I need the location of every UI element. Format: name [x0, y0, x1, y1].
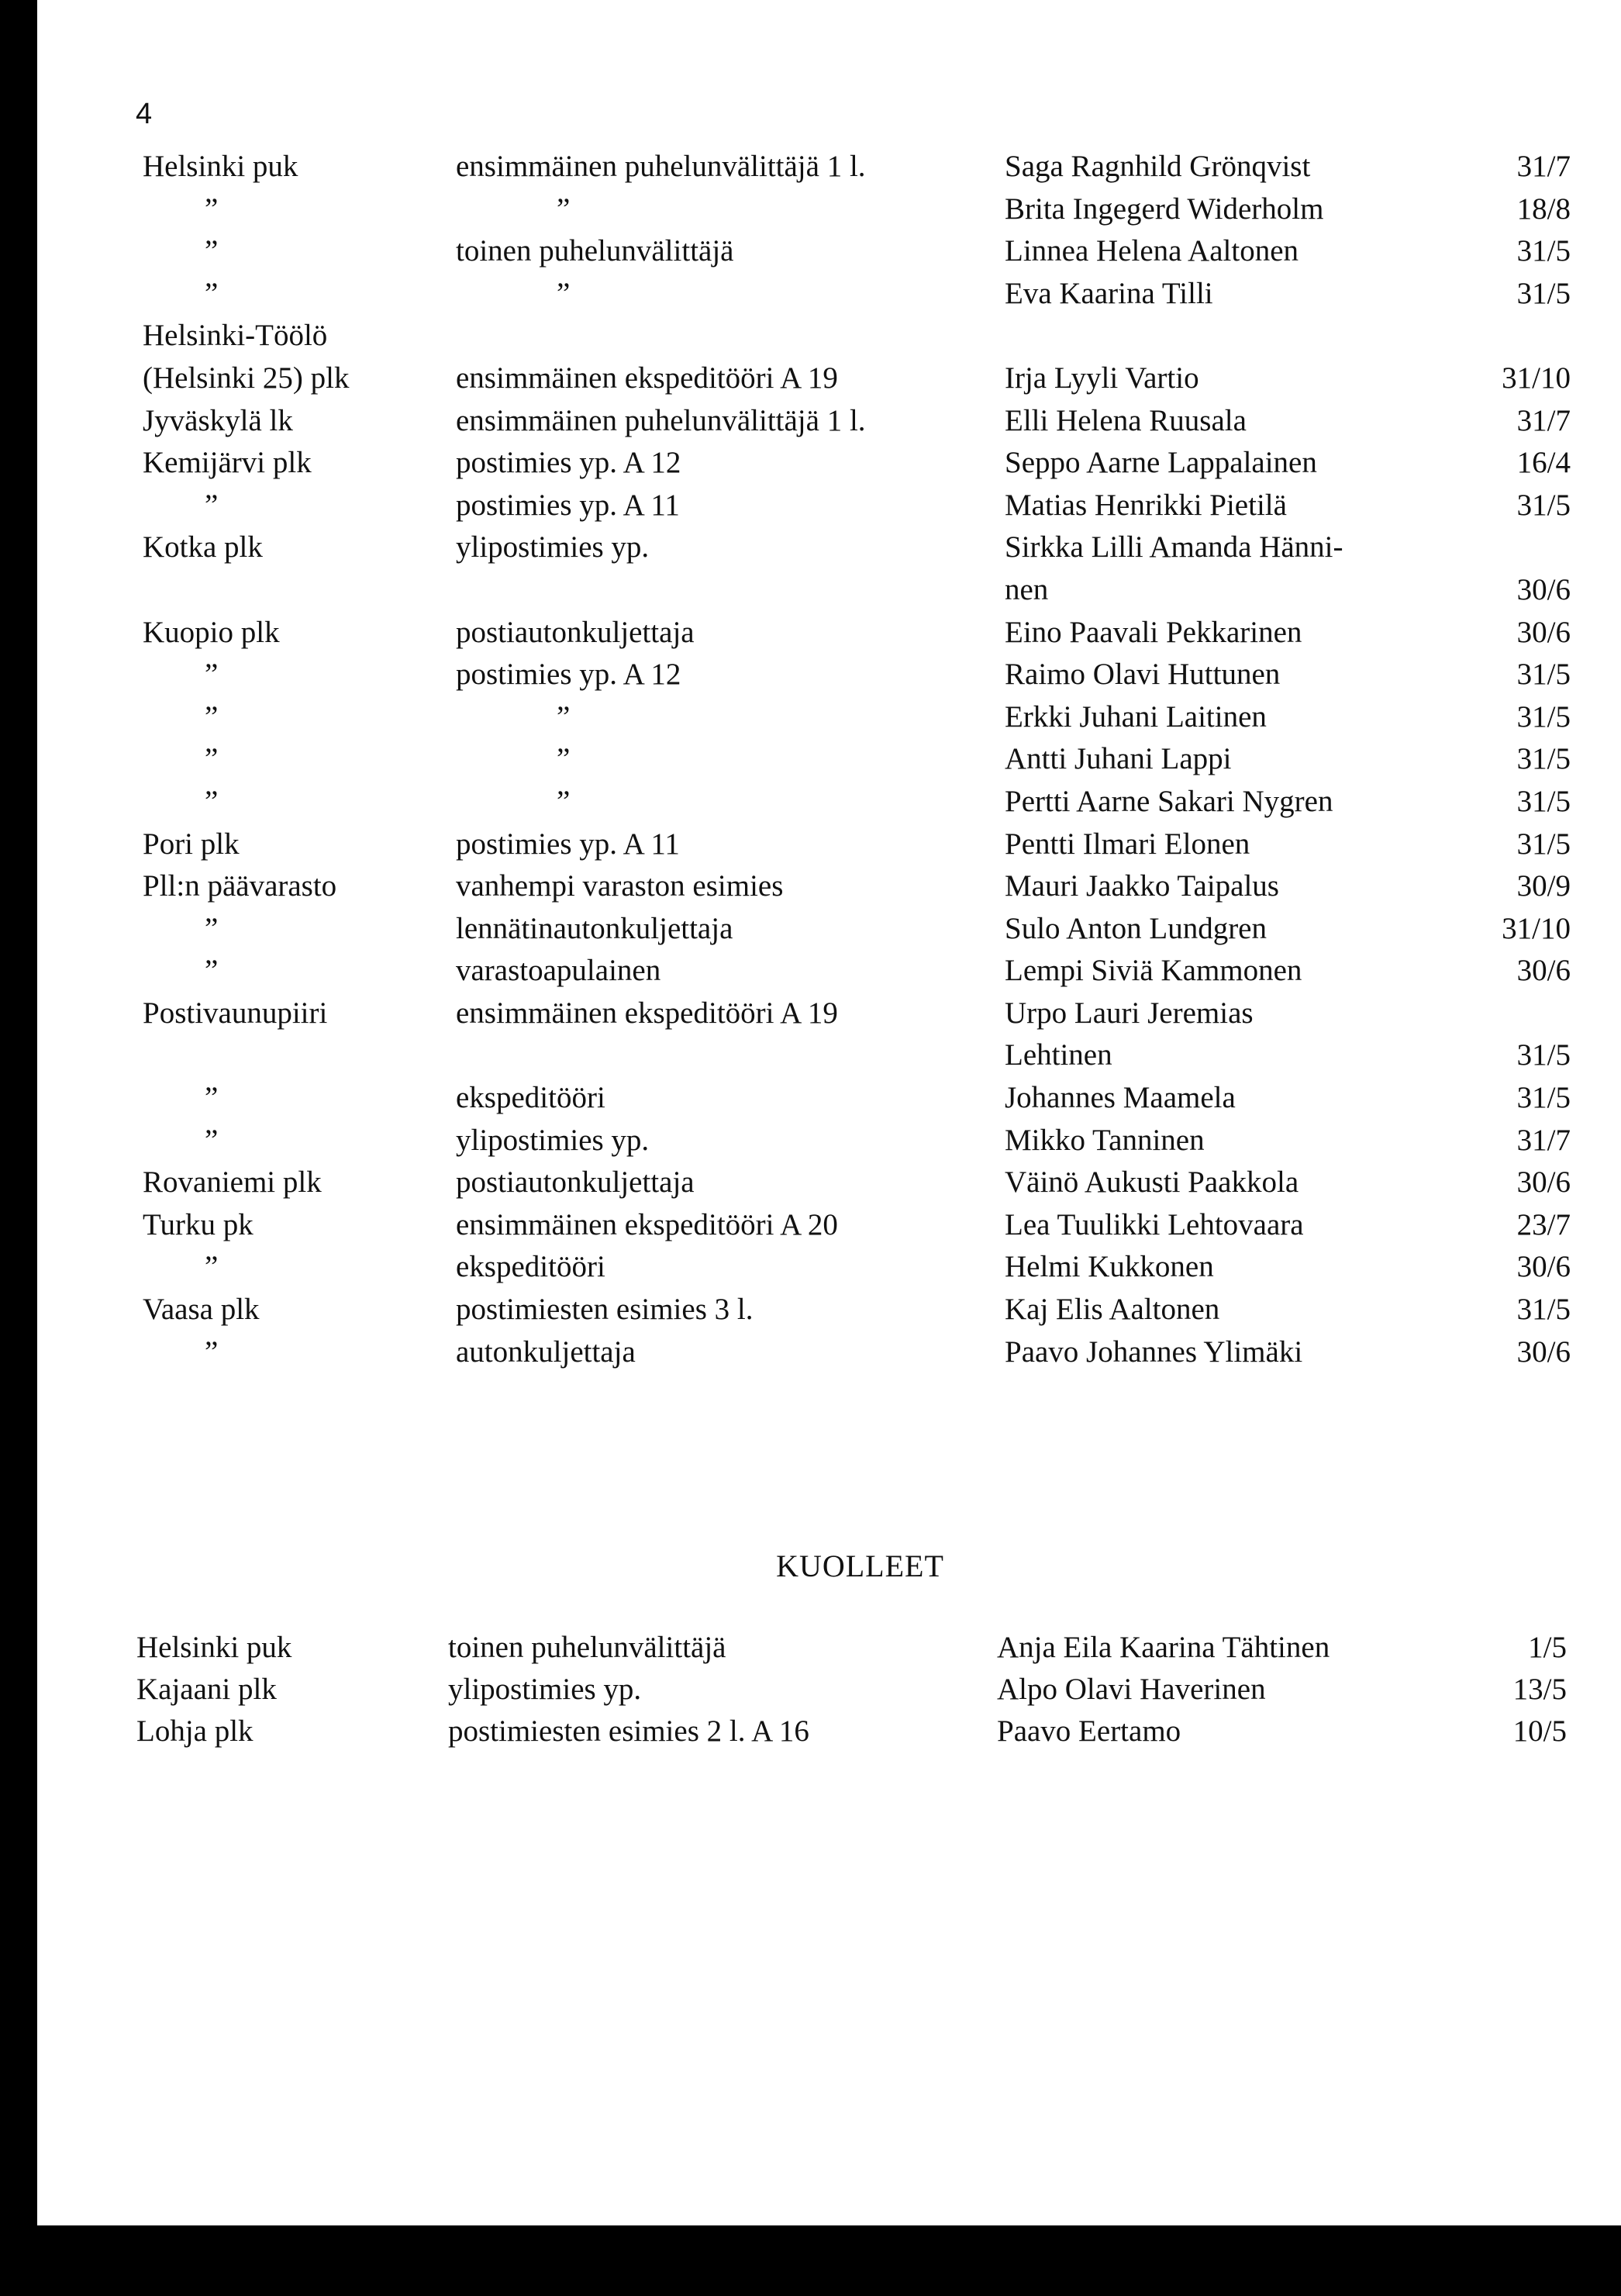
title-cell: ekspeditööri: [456, 1081, 605, 1115]
name-cell: Lehtinen: [1005, 1038, 1112, 1072]
office-cell: Turku pk: [143, 1207, 253, 1241]
table-row: [37, 1077, 1621, 1120]
table-row: [37, 569, 1621, 612]
name-cell: Matias Henrikki Pietilä: [1005, 488, 1287, 522]
title-cell: ensimmäinen puhelunvälittäjä 1 l.: [456, 150, 866, 183]
title-cell: ensimmäinen ekspeditööri A 19: [456, 996, 838, 1030]
table-row: [37, 612, 1621, 654]
date-cell: 31/5: [1516, 699, 1571, 734]
table-row: [37, 781, 1621, 823]
date-cell: 31/10: [1502, 911, 1571, 945]
office-cell: ”: [205, 1250, 219, 1284]
office-cell: ”: [205, 784, 219, 818]
title-cell: toinen puhelunvälittäjä: [456, 234, 734, 268]
name-cell: Alpo Olavi Haverinen: [997, 1673, 1266, 1706]
date-cell: 31/7: [1516, 403, 1571, 437]
office-cell: ”: [205, 699, 219, 734]
name-cell: Elli Helena Ruusala: [1005, 403, 1247, 437]
table-row: [37, 442, 1621, 485]
name-cell: Irja Lyyli Vartio: [1005, 361, 1199, 395]
date-cell: 31/5: [1516, 488, 1571, 522]
office-cell: Helsinki puk: [143, 150, 298, 183]
table-row: [37, 950, 1621, 993]
table-row: [37, 400, 1621, 443]
table-row: [37, 527, 1621, 569]
office-cell: Kajaani plk: [136, 1673, 277, 1706]
title-cell: postimiesten esimies 3 l.: [456, 1293, 754, 1327]
title-cell: postimies yp. A 12: [456, 658, 681, 692]
table-row: [37, 1034, 1621, 1077]
date-cell: 1/5: [1528, 1631, 1567, 1664]
name-cell: Pertti Aarne Sakari Nygren: [1005, 784, 1333, 818]
date-cell: 31/10: [1502, 361, 1571, 395]
title-cell: postiautonkuljettaja: [456, 615, 695, 649]
date-cell: 30/6: [1516, 1250, 1571, 1284]
date-cell: 13/5: [1512, 1673, 1567, 1706]
office-cell: ”: [205, 742, 219, 776]
name-cell: Antti Juhani Lappi: [1005, 742, 1232, 776]
name-cell: Linnea Helena Aaltonen: [1005, 234, 1299, 268]
date-cell: 31/5: [1516, 1038, 1571, 1072]
date-cell: 16/4: [1516, 446, 1571, 480]
date-cell: 30/6: [1516, 954, 1571, 988]
office-cell: ”: [205, 1123, 219, 1157]
table-row: [37, 485, 1621, 527]
title-cell: ylipostimies yp.: [448, 1673, 642, 1706]
name-cell: Lea Tuulikki Lehtovaara: [1005, 1207, 1304, 1241]
table-row: [37, 696, 1621, 739]
date-cell: 31/7: [1516, 150, 1571, 183]
document-page: [37, 0, 1621, 2225]
name-cell: Anja Eila Kaarina Tähtinen: [997, 1631, 1330, 1664]
name-cell: Urpo Lauri Jeremias: [1005, 996, 1254, 1030]
name-cell: Eva Kaarina Tilli: [1005, 276, 1213, 310]
name-cell: Eino Paavali Pekkarinen: [1005, 615, 1302, 649]
title-cell: ylipostimies yp.: [456, 1123, 650, 1157]
date-cell: 31/5: [1516, 234, 1571, 268]
title-cell: postimies yp. A 11: [456, 488, 680, 522]
office-cell: Vaasa plk: [143, 1293, 260, 1327]
name-cell: Brita Ingegerd Widerholm: [1005, 192, 1324, 226]
table-row: [37, 1669, 1621, 1711]
name-cell: Paavo Eertamo: [997, 1714, 1181, 1748]
name-cell: Erkki Juhani Laitinen: [1005, 699, 1267, 734]
table-row: [37, 738, 1621, 781]
name-cell: Saga Ragnhild Grönqvist: [1005, 150, 1311, 183]
date-cell: 31/5: [1516, 784, 1571, 818]
office-cell: Pll:n päävarasto: [143, 869, 337, 903]
title-cell: postimies yp. A 12: [456, 446, 681, 480]
name-cell: Sirkka Lilli Amanda Hänni-: [1005, 530, 1343, 565]
date-cell: 30/6: [1516, 1165, 1571, 1200]
table-row: [37, 146, 1621, 188]
table-row: [37, 1162, 1621, 1204]
table-row: [37, 1627, 1621, 1669]
office-cell: Kuopio plk: [143, 615, 280, 649]
table-row: [37, 1246, 1621, 1289]
office-cell: ”: [205, 276, 219, 310]
retirements-table: [37, 146, 1621, 1373]
date-cell: 30/9: [1516, 869, 1571, 903]
table-row: [37, 1711, 1621, 1752]
table-row: [37, 1204, 1621, 1247]
table-row: [37, 357, 1621, 400]
office-cell: Kemijärvi plk: [143, 446, 312, 480]
office-cell: Jyväskylä lk: [143, 403, 293, 437]
name-cell: Paavo Johannes Ylimäki: [1005, 1334, 1303, 1369]
date-cell: 30/6: [1516, 572, 1571, 606]
table-row: [37, 823, 1621, 866]
deaths-heading: KUOLLEET: [776, 1549, 944, 1583]
table-row: [37, 865, 1621, 908]
table-row: [37, 908, 1621, 951]
title-cell: postiautonkuljettaja: [456, 1165, 695, 1200]
name-cell: Helmi Kukkonen: [1005, 1250, 1214, 1284]
table-row: [37, 1120, 1621, 1162]
office-cell: ”: [205, 192, 219, 226]
date-cell: 31/5: [1516, 742, 1571, 776]
table-row: [37, 188, 1621, 231]
name-cell: Kaj Elis Aaltonen: [1005, 1293, 1220, 1327]
title-cell: ylipostimies yp.: [456, 530, 650, 565]
office-cell: ”: [205, 1334, 219, 1369]
office-cell: ”: [205, 658, 219, 692]
office-cell: Postivaunupiiri: [143, 996, 328, 1030]
title-cell: ensimmäinen ekspeditööri A 19: [456, 361, 838, 395]
date-cell: 23/7: [1516, 1207, 1571, 1241]
office-cell: ”: [205, 911, 219, 945]
table-row: [37, 273, 1621, 316]
title-cell: lennätinautonkuljettaja: [456, 911, 733, 945]
table-row: [37, 1331, 1621, 1374]
date-cell: 31/5: [1516, 1293, 1571, 1327]
table-row: [37, 315, 1621, 357]
office-cell: ”: [205, 954, 219, 988]
office-cell: Lohja plk: [136, 1714, 253, 1748]
title-cell: ”: [557, 192, 571, 226]
title-cell: toinen puhelunvälittäjä: [448, 1631, 726, 1664]
title-cell: ”: [557, 699, 571, 734]
deaths-table: [37, 1627, 1621, 1752]
title-cell: ensimmäinen ekspeditööri A 20: [456, 1207, 838, 1241]
table-row: [37, 993, 1621, 1035]
title-cell: postimiesten esimies 2 l. A 16: [448, 1714, 809, 1748]
office-cell: ”: [205, 234, 219, 268]
title-cell: vanhempi varaston esimies: [456, 869, 784, 903]
office-cell: ”: [205, 488, 219, 522]
date-cell: 30/6: [1516, 615, 1571, 649]
date-cell: 30/6: [1516, 1334, 1571, 1369]
name-cell: Väinö Aukusti Paakkola: [1005, 1165, 1299, 1200]
name-cell: Johannes Maamela: [1005, 1081, 1236, 1115]
office-cell: Rovaniemi plk: [143, 1165, 322, 1200]
date-cell: 10/5: [1512, 1714, 1567, 1748]
office-cell: ”: [205, 1081, 219, 1115]
title-cell: ”: [557, 784, 571, 818]
date-cell: 31/5: [1516, 658, 1571, 692]
name-cell: Lempi Siviä Kammonen: [1005, 954, 1302, 988]
office-cell: Pori plk: [143, 827, 240, 861]
office-cell: (Helsinki 25) plk: [143, 361, 350, 395]
page-number: 4: [136, 98, 153, 130]
name-cell: Mauri Jaakko Taipalus: [1005, 869, 1279, 903]
table-row: [37, 654, 1621, 696]
date-cell: 31/7: [1516, 1123, 1571, 1157]
scan-margin: [0, 0, 37, 2296]
date-cell: 31/5: [1516, 276, 1571, 310]
title-cell: autonkuljettaja: [456, 1334, 636, 1369]
table-row: [37, 230, 1621, 273]
office-cell: Helsinki puk: [136, 1631, 292, 1664]
date-cell: 31/5: [1516, 827, 1571, 861]
name-cell: Sulo Anton Lundgren: [1005, 911, 1267, 945]
name-cell: Raimo Olavi Huttunen: [1005, 658, 1281, 692]
title-cell: ”: [557, 742, 571, 776]
name-cell: Pentti Ilmari Elonen: [1005, 827, 1250, 861]
date-cell: 18/8: [1516, 192, 1571, 226]
table-row: [37, 1289, 1621, 1331]
title-cell: ekspeditööri: [456, 1250, 605, 1284]
title-cell: postimies yp. A 11: [456, 827, 680, 861]
title-cell: ”: [557, 276, 571, 310]
name-cell: Seppo Aarne Lappalainen: [1005, 446, 1317, 480]
name-cell: nen: [1005, 572, 1049, 606]
date-cell: 31/5: [1516, 1081, 1571, 1115]
office-cell: Kotka plk: [143, 530, 263, 565]
title-cell: ensimmäinen puhelunvälittäjä 1 l.: [456, 403, 866, 437]
name-cell: Mikko Tanninen: [1005, 1123, 1205, 1157]
office-cell: Helsinki-Töölö: [143, 319, 328, 353]
title-cell: varastoapulainen: [456, 954, 661, 988]
